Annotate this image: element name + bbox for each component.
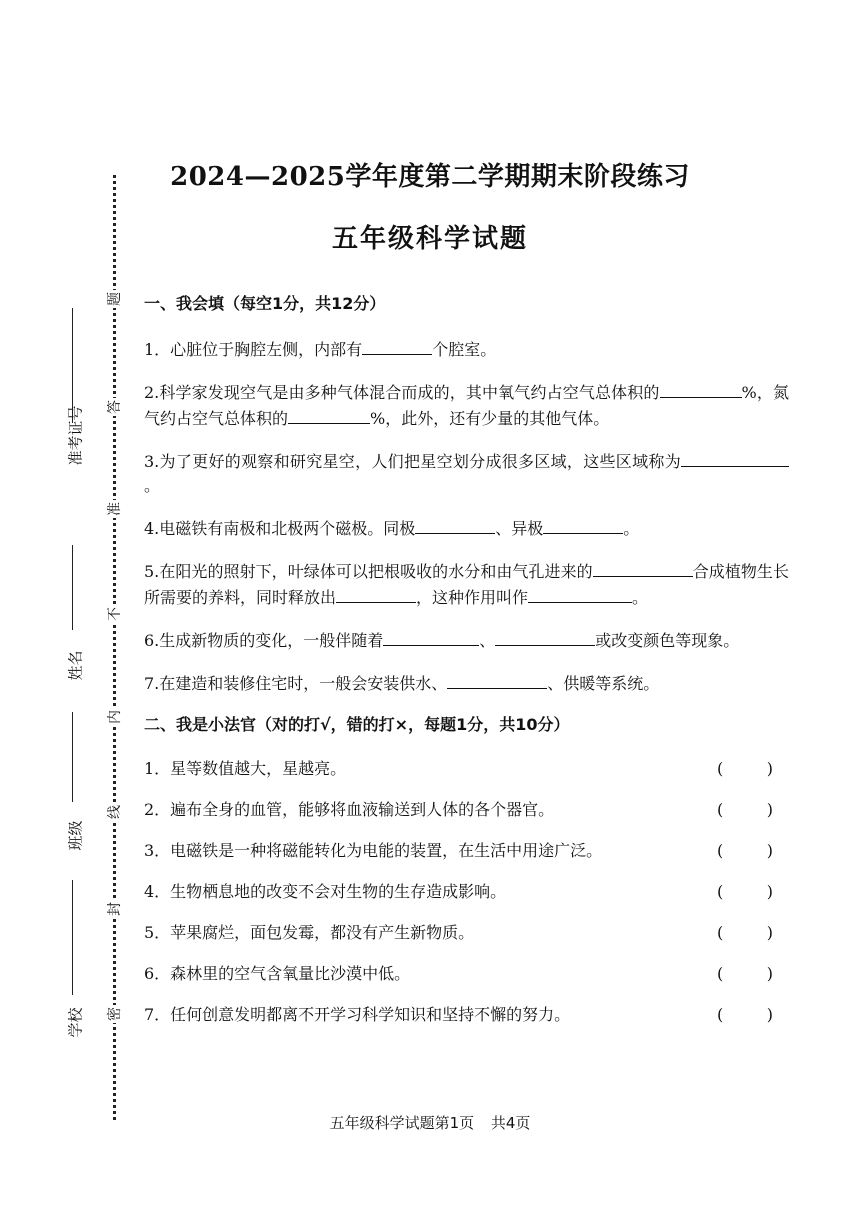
section-2-questions <box>144 757 789 1027</box>
answer-parentheses[interactable] <box>717 1003 773 1027</box>
fill-in-question <box>144 670 789 696</box>
paren-open: ( <box>717 759 724 778</box>
fill-in-question <box>144 448 789 498</box>
seal-char: 答 <box>107 400 123 414</box>
question-text: 1．星等数值越大，星越亮。 <box>144 759 347 778</box>
seal-char: 准 <box>107 502 123 516</box>
exam-content <box>144 292 789 1044</box>
true-false-question <box>144 839 789 863</box>
answer-blank[interactable] <box>593 558 693 577</box>
question-text: %，此外，还有少量的其他气体。 <box>370 409 610 428</box>
answer-parentheses[interactable] <box>717 839 773 863</box>
paren-close: ) <box>766 759 773 778</box>
answer-parentheses[interactable] <box>717 880 773 904</box>
fill-in-question <box>144 336 789 362</box>
seal-char: 不 <box>107 607 123 621</box>
fill-in-question <box>144 558 789 610</box>
paren-open: ( <box>717 923 724 942</box>
question-text: %，氮气约占空气总体积的 <box>144 383 789 428</box>
answer-blank[interactable] <box>447 670 547 689</box>
answer-blank[interactable] <box>288 405 370 424</box>
section-1-heading: 一、我会填（每空1分，共12分） <box>144 294 386 313</box>
question-text: 3.为了更好的观察和研究星空，人们把星空划分成很多区域，这些区域称为 <box>144 452 681 471</box>
question-text: 4．生物栖息地的改变不会对生物的生存造成影响。 <box>144 882 507 901</box>
true-false-question <box>144 798 789 822</box>
paren-open: ( <box>717 800 724 819</box>
question-text: ，这种作用叫作 <box>416 588 529 607</box>
info-field-line[interactable] <box>72 545 73 630</box>
paren-open: ( <box>717 964 724 983</box>
true-false-question <box>144 757 789 781</box>
exam-subtitle: 五年级科学试题 <box>331 224 528 254</box>
page-number-label: 五年级科学试题第1页 <box>329 1114 475 1132</box>
seal-char: 密 <box>107 1007 123 1021</box>
paren-close: ) <box>766 1005 773 1024</box>
question-text: 7.在建造和装修住宅时，一般会安装供水、 <box>144 674 448 693</box>
paren-close: ) <box>766 841 773 860</box>
page-total-label: 共4页 <box>490 1114 531 1132</box>
answer-blank[interactable] <box>495 627 595 646</box>
page-footer <box>0 1112 860 1133</box>
question-text: 5.在阳光的照射下，叶绿体可以把根吸收的水分和由气孔进来的 <box>144 562 593 581</box>
answer-parentheses[interactable] <box>717 798 773 822</box>
exam-title: 2024—2025学年度第二学期期末阶段练习 <box>170 162 690 192</box>
paren-close: ) <box>766 882 773 901</box>
paren-close: ) <box>766 800 773 819</box>
question-text: 1．心脏位于胸腔左侧，内部有 <box>144 340 363 359</box>
question-text: 6．森林里的空气含氧量比沙漠中低。 <box>144 964 411 983</box>
question-text: 、 <box>479 631 496 650</box>
binding-dotted-line <box>113 175 116 1120</box>
true-false-question <box>144 921 789 945</box>
true-false-question <box>144 962 789 986</box>
question-text: 或改变颜色等现象。 <box>595 631 740 650</box>
question-text: 6.生成新物质的变化，一般伴随着 <box>144 631 384 650</box>
paren-close: ) <box>766 923 773 942</box>
paren-open: ( <box>717 1005 724 1024</box>
seal-char: 题 <box>107 292 123 306</box>
answer-blank[interactable] <box>528 584 632 603</box>
answer-blank[interactable] <box>362 336 432 355</box>
info-field-label: 准考证号 <box>66 405 85 466</box>
answer-blank[interactable] <box>660 379 742 398</box>
question-text: 。 <box>623 519 640 538</box>
fill-in-question <box>144 379 789 431</box>
answer-blank[interactable] <box>383 627 479 646</box>
info-field-label: 姓名 <box>66 650 85 681</box>
fill-in-question <box>144 627 789 653</box>
section-1-questions <box>144 336 789 696</box>
paren-open: ( <box>717 841 724 860</box>
question-text: 2.科学家发现空气是由多种气体混合而成的，其中氧气约占空气总体积的 <box>144 383 660 402</box>
true-false-question <box>144 1003 789 1027</box>
answer-parentheses[interactable] <box>717 757 773 781</box>
question-text: 。 <box>144 476 161 495</box>
question-text: 2．遍布全身的血管，能够将血液输送到人体的各个器官。 <box>144 800 555 819</box>
answer-blank[interactable] <box>415 515 495 534</box>
question-text: 。 <box>632 588 649 607</box>
section-2-heading: 二、我是小法官（对的打√，错的打×，每题1分，共10分） <box>144 715 570 734</box>
paren-open: ( <box>717 882 724 901</box>
true-false-question <box>144 880 789 904</box>
question-text: 个腔室。 <box>432 340 497 359</box>
seal-char: 内 <box>107 710 123 724</box>
question-text: 7．任何创意发明都离不开学习科学知识和坚持不懈的努力。 <box>144 1005 571 1024</box>
answer-parentheses[interactable] <box>717 921 773 945</box>
answer-blank[interactable] <box>681 448 789 467</box>
fill-in-question <box>144 515 789 541</box>
paren-close: ) <box>766 964 773 983</box>
info-field-label: 班级 <box>66 820 85 851</box>
info-field-label: 学校 <box>66 1007 85 1038</box>
question-text: 合成植物生长所需要的养料，同时释放出 <box>144 562 789 607</box>
answer-blank[interactable] <box>336 584 416 603</box>
seal-char: 封 <box>107 902 123 916</box>
info-field-line[interactable] <box>72 712 73 802</box>
info-field-line[interactable] <box>72 880 73 995</box>
question-text: 3．电磁铁是一种将磁能转化为电能的装置，在生活中用途广泛。 <box>144 841 603 860</box>
question-text: 、异极 <box>495 519 544 538</box>
answer-parentheses[interactable] <box>717 962 773 986</box>
question-text: 5．苹果腐烂，面包发霉，都没有产生新物质。 <box>144 923 475 942</box>
seal-char: 线 <box>107 805 123 819</box>
question-text: 、供暖等系统。 <box>547 674 660 693</box>
answer-blank[interactable] <box>543 515 623 534</box>
question-text: 4.电磁铁有南极和北极两个磁极。同极 <box>144 519 416 538</box>
